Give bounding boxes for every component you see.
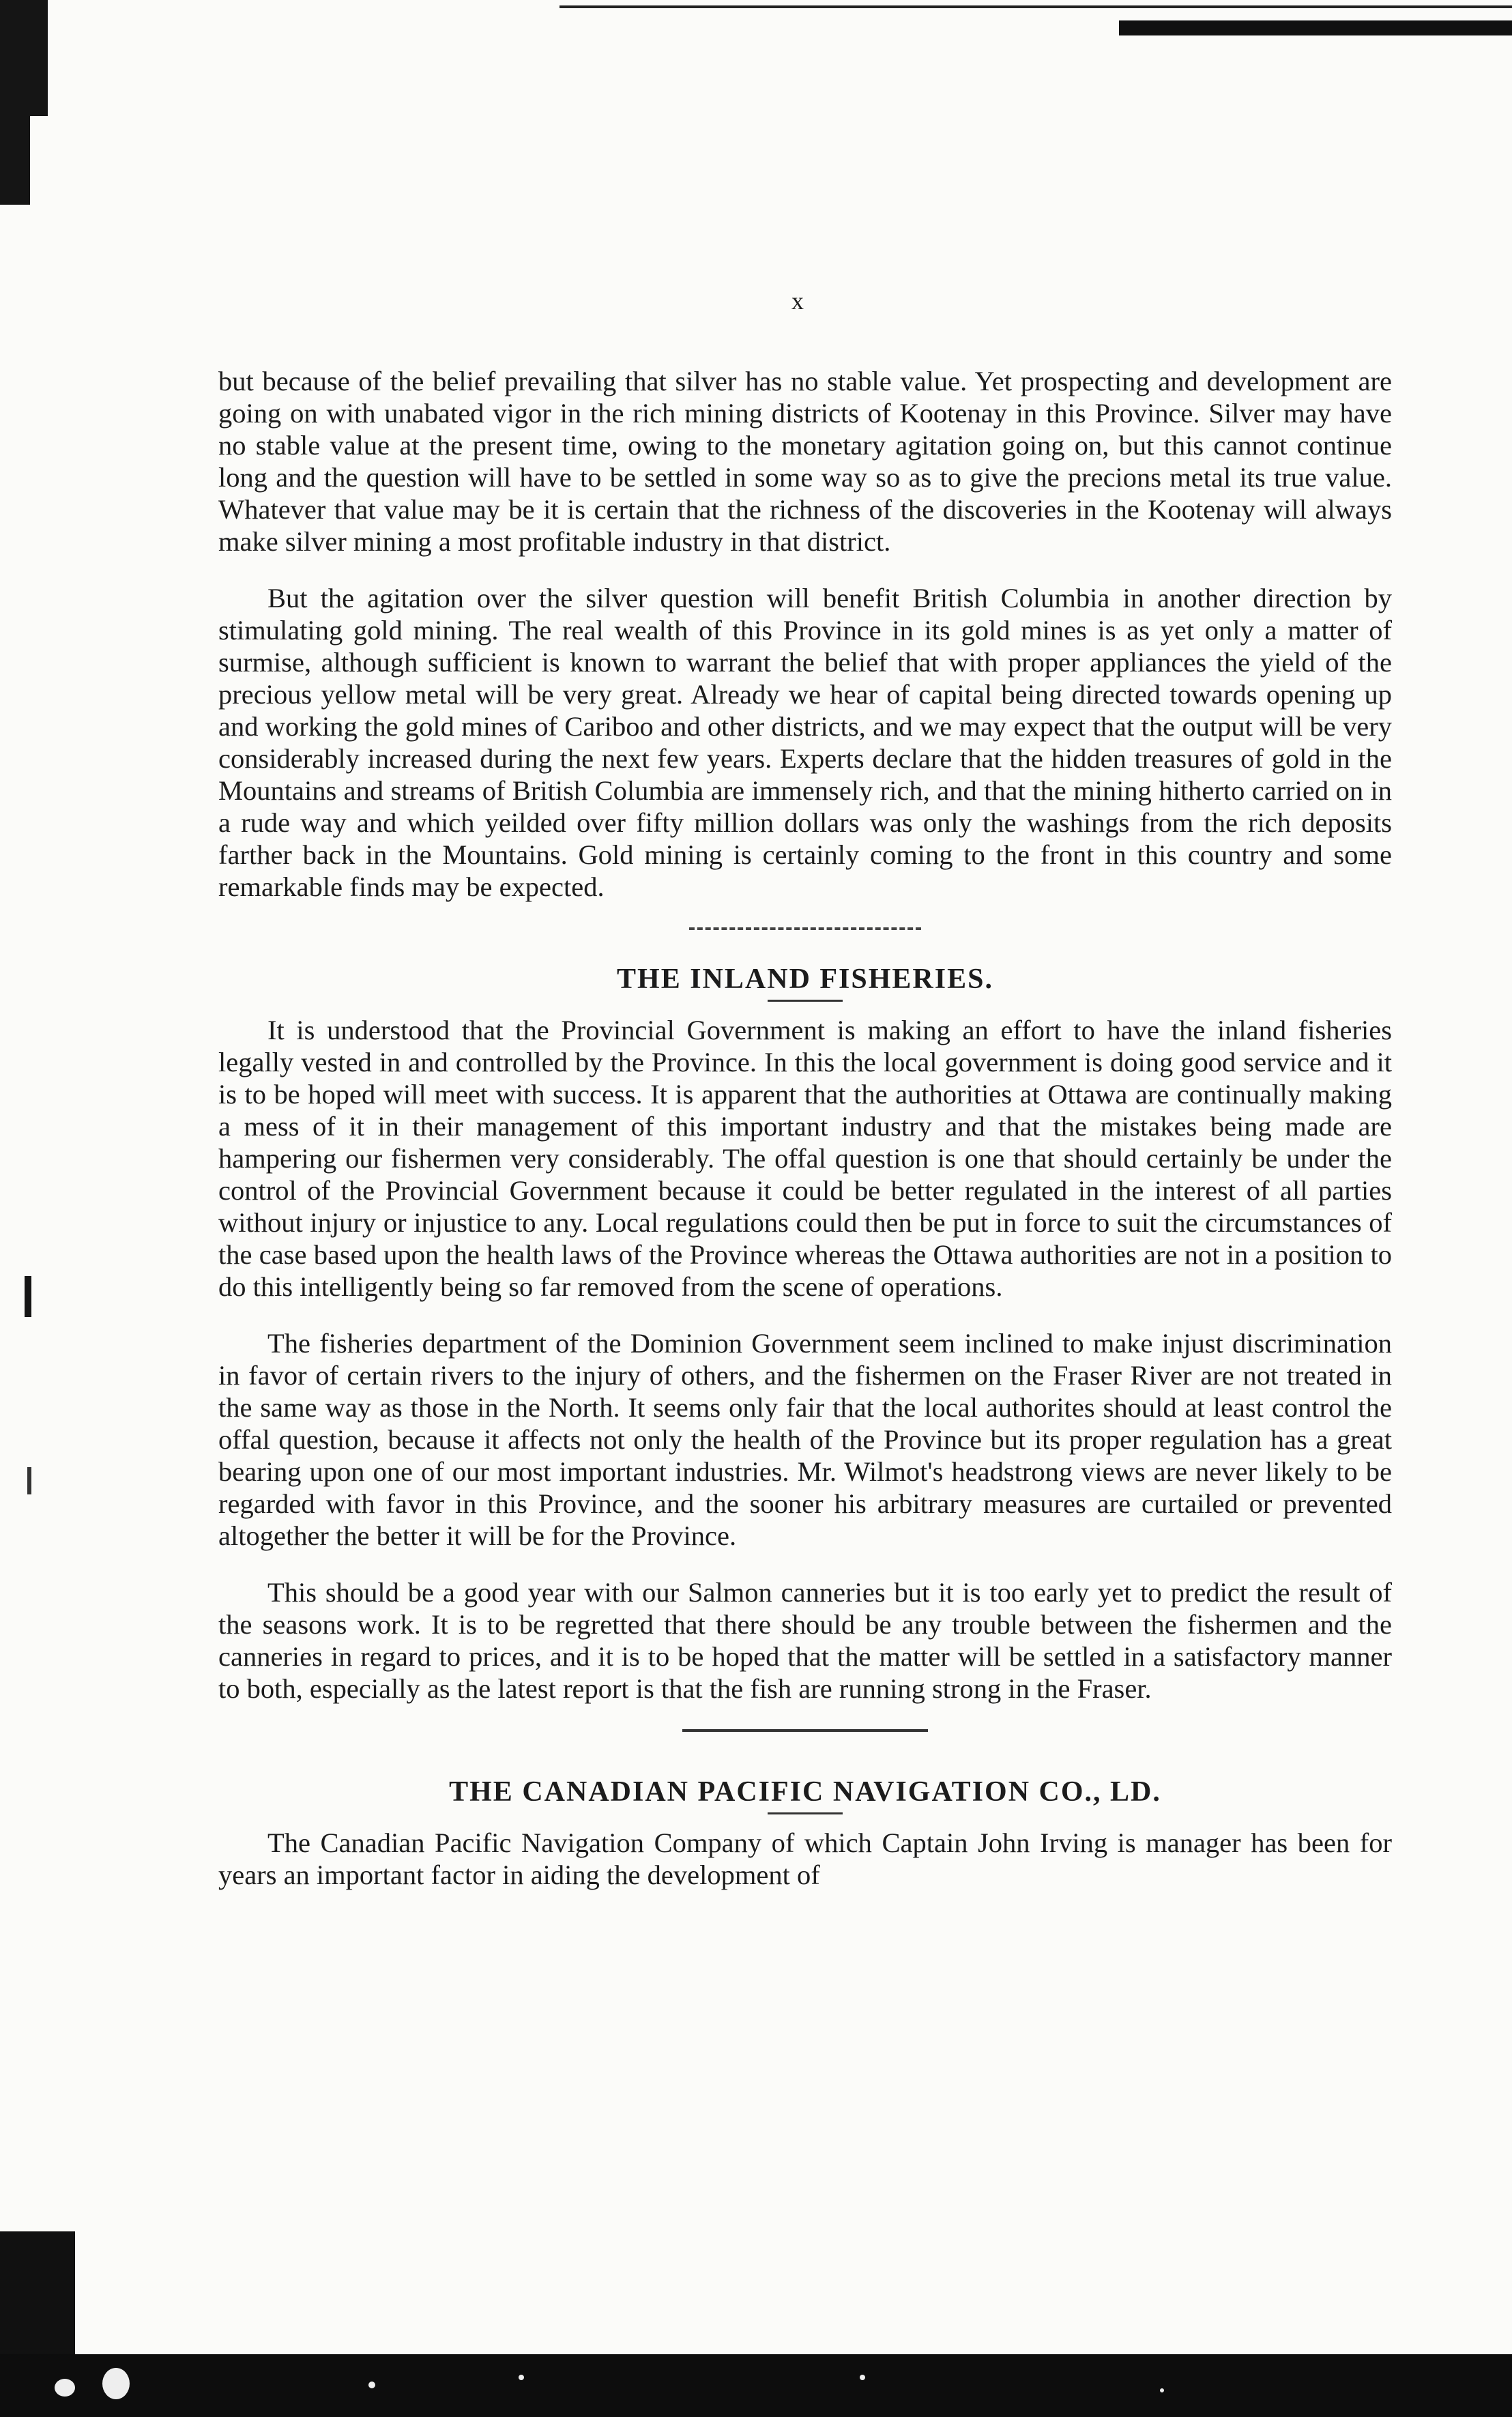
paragraph-silver: but because of the belief prevailing that silver has no stable value. Yet prospecting and development are going on with unabated vigor in the rich mining districts of Kootenay in this Province. Silver may have no stable value at the present time, owing to the monetary agitation going on, but this cannot continue long and the question will have to be settled in some way so as to give the precions metal its true value. Whatever that value may be it is certain that the richness of the discoveries in the Kootenay will always make silver mining a most profitable industry in that district. xyxy=(218,366,1392,557)
paragraph-navigation-1: The Canadian Pacific Navigation Company of which Captain John Irving is manager has been for years an important factor in aiding the development of xyxy=(218,1827,1392,1890)
scan-mark-left-small xyxy=(27,1467,31,1494)
scan-border-bottom xyxy=(0,2354,1512,2417)
section-divider xyxy=(682,1729,928,1735)
section-title-navigation: THE CANADIAN PACIFIC NAVIGATION CO., LD. xyxy=(449,1776,1161,1808)
paragraph-gold: But the agitation over the silver question will benefit British Columbia in another direction by stimulating gold mining. The real wealth of this Province in its gold mines is as yet only a matter of surmise, although sufficient is known to warrant the belief that with proper appliances the yield of the precious yellow metal will be very great. Already we hear of capital being directed towards opening up and working the gold mines of Cariboo and other districts, and we may expect that the output will be very considerably increased during the next few years. Experts declare that the hidden treasures of gold in the Mountains and streams of British Columbia are immensely rich, and that the mining hitherto carried on in a rude way and which yeilded over fifty million dollars was only the washings from the rich deposits farther back in the Mountains. Gold mining is certainly coming to the front in this country and some remarkable finds may be expected. xyxy=(218,583,1392,902)
scan-border-left-corner xyxy=(0,0,48,116)
document-body xyxy=(218,365,1392,1915)
scan-border-top xyxy=(559,5,1512,8)
scan-mark-left xyxy=(25,1276,31,1317)
paragraph-fisheries-2: The fisheries department of the Dominion Government seem inclined to make injust discrimination in favor of certain rivers to the injury of others, and the fishermen on the Fraser River are not treated in the same way as those in the North. It seems only fair that the local authorites should at least control the offal question, because it affects not only the health of the Province but its proper regulation has a great bearing upon one of our most important industries. Mr. Wilmot's headstrong views are never likely to be regarded with favor in this Province, and the sooner his arbitrary measures are curtailed or prevented altogether the better it will be for the Province. xyxy=(218,1328,1392,1551)
title-rule xyxy=(768,1000,843,1002)
paragraph-fisheries-3: This should be a good year with our Salmon canneries but it is too early yet to predict the result of the seasons work. It is to be regretted that there should be any trouble between the fishermen and the canneries in regard to prices, and it is to be hoped that the matter will be settled in a satisfactory manner to both, especially as the latest report is that the fish are running strong in the Fraser. xyxy=(218,1577,1392,1704)
page-number: x xyxy=(791,287,804,315)
section-divider xyxy=(689,927,921,933)
section-title-fisheries: THE INLAND FISHERIES. xyxy=(617,964,993,995)
paragraph-fisheries-1: It is understood that the Provincial Government is making an effort to have the inland fisheries legally vested in and controlled by the Province. In this the local government is doing good service and it is to be hoped will meet with success. It is apparent that the authorities at Ottawa are continually making a mess of it in their management of this important industry and that the mistakes being made are hampering our fishermen very considerably. The offal question is one that should certainly be under the control of the Provincial Government because it could be better regulated in the interest of all parties without injury or injustice to any. Local regulations could then be put in force to suit the circumstances of the case based upon the health laws of the Province whereas the Ottawa authorities are not in a position to do this intelligently being so far removed from the scene of operations. xyxy=(218,1015,1392,1302)
scan-border-top-bar xyxy=(1119,20,1512,35)
title-rule xyxy=(768,1812,843,1814)
